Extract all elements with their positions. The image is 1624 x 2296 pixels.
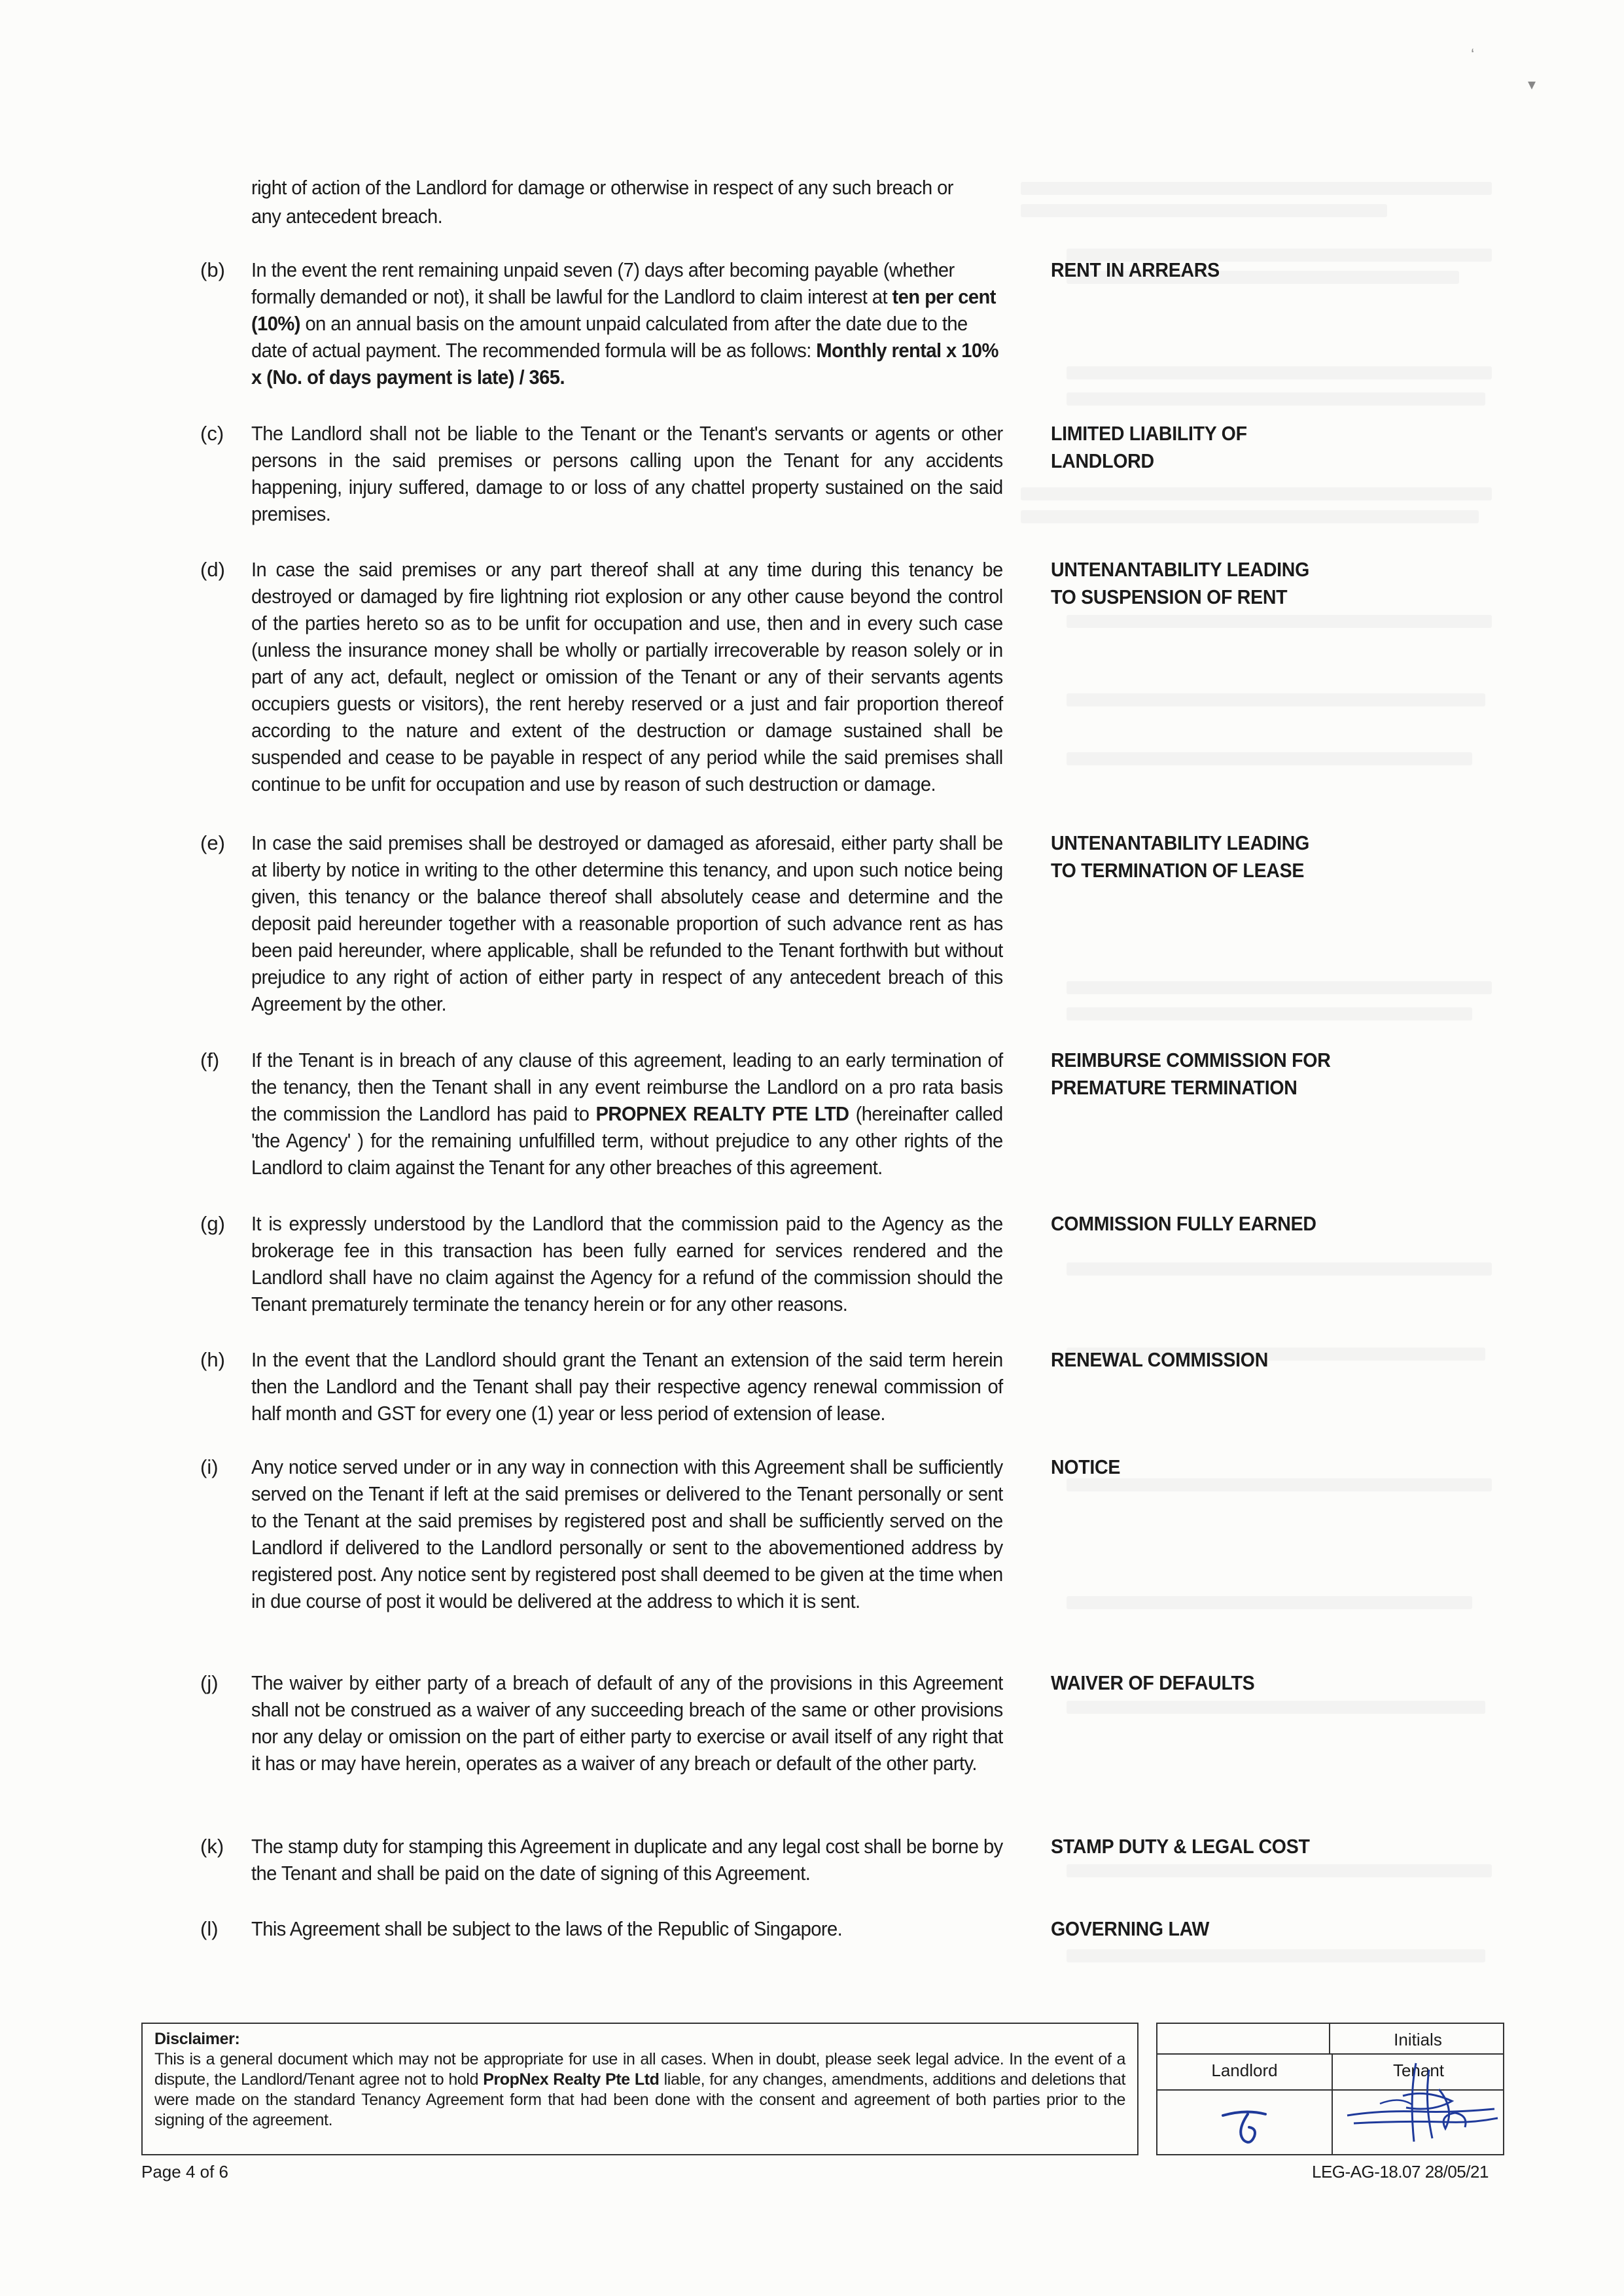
clause-heading: COMMISSION FULLY EARNED (1051, 1212, 1316, 1235)
clause-text: It is expressly understood by the Landlord that the commission paid to the Agency as the brokerage fee in this transaction has been fully earned for services rendered and the Landlord shall have no claim against the Agency for a refund of the commission should the Tenant prematurely terminate the tenancy herein or for any other reasons. (251, 1212, 1003, 1315)
clause-letter: (i) (200, 1455, 219, 1478)
clause-text: In the event the rent remaining unpaid seven (7) days after becoming payable (whether formally demanded or not), it shall be lawful for the Landlord to claim interest at ten per cent (10%) on an annual basis on the amount unpaid calculated from after the date due to the date of actual payment. The recommended formula will be as follows: Monthly rental x 10% x (No. of days payment is late) / 365. (251, 258, 998, 389)
clause-text: The waiver by either party of a breach of default of any of the provisions in this Agreement shall not be construed as a waiver of any succeeding breach of the same or other provisions nor any delay or omission on the part of either party to exercise or avail itself of any right that it has or may have herein, operates as a waiver of any breach or default of the other party. (251, 1671, 1003, 1775)
scan-mark: ▾ (1528, 76, 1536, 94)
initials-title: Initials (1394, 2030, 1442, 2049)
clause-heading: REIMBURSE COMMISSION FOR PREMATURE TERMINATION (1051, 1049, 1331, 1099)
clause-text: In case the said premises or any part thereof shall at any time during this tenancy be destroyed or damaged by fire lightning riot explosion or any other cause beyond the control of the parties hereto so as to be unfit for occupation and use, then and in every such case (unless the insurance money shall be wholly or partially irrecoverable by reason solely or in part of any act, default, neglect or omission of the Tenant or any of their servants agents occupiers guests or visitors), the rent hereby reserved or a just and fair proportion thereof according to the nature and extent of the destruction or damage sustained shall be suspended and cease to be payable in respect of any period while the said premises shall continue to be unfit for occupation and use by reason of such destruction or damage. (251, 558, 1003, 795)
clause-heading: RENT IN ARREARS (1051, 258, 1220, 281)
landlord-signature (1210, 2096, 1282, 2155)
clause-text: The Landlord shall not be liable to the Tenant or the Tenant's servants or agents or other persons in the said premises or persons calling upon the Tenant for any accidents happening, injury suffered, damage to or loss of any chattel property sustained on the said premises. (251, 422, 1003, 525)
clause-letter: (d) (200, 558, 225, 581)
clause-heading: UNTENANTABILITY LEADING TO SUSPENSION OF RENT (1051, 558, 1310, 608)
disclaimer-text: This is a general document which may not be appropriate for use in all cases. When in doubt, please seek legal advice. In the event of a dispute, the Landlord/Tenant agree not to hold PropNex Realty Pte Ltd liable, for any changes, amendments, additions and deletions that were made on the standard Tenancy Agreement form that had been done with the consent and agreement of both parties prior to the signing of the agreement. (154, 2050, 1125, 2129)
clause-text: The stamp duty for stamping this Agreement in duplicate and any legal cost shall be borne by the Tenant and shall be paid on the date of signing of this Agreement. (251, 1835, 1003, 1885)
clause-letter: (c) (200, 422, 224, 445)
clause-letter: (b) (200, 258, 225, 281)
clause-heading: WAIVER OF DEFAULTS (1051, 1671, 1255, 1694)
clause-text: In case the said premises shall be destroyed or damaged as aforesaid, either party shall be at liberty by notice in writing to the other determine this tenancy, and upon such notice being given, this tenancy or the balance thereof shall absolutely cease and determine and the deposit paid hereunder together with a reasonable proportion of such advance rent as has been paid hereunder, where applicable, shall be refunded to the Tenant forthwith but without prejudice to any right of action of either party in respect of any antecedent breach of this Agreement by the other. (251, 831, 1003, 1015)
clause-letter: (h) (200, 1348, 225, 1371)
clause-letter: (k) (200, 1835, 224, 1858)
clause-heading: LIMITED LIABILITY OF LANDLORD (1051, 422, 1247, 472)
clause-letter: (j) (200, 1671, 219, 1694)
page-number: Page 4 of 6 (141, 2162, 228, 2182)
intro-continuation: right of action of the Landlord for damage or otherwise in respect of any such breach or any antecedent breach. (251, 176, 953, 228)
disclaimer-box (141, 2023, 1139, 2155)
tenant-signature (1341, 2050, 1504, 2155)
clause-heading: GOVERNING LAW (1051, 1917, 1210, 1940)
landlord-label: Landlord (1211, 2061, 1278, 2080)
document-code: LEG-AG-18.07 28/05/21 (1312, 2162, 1489, 2182)
initials-box (1156, 2023, 1504, 2155)
clause-text: Any notice served under or in any way in connection with this Agreement shall be sufficiently served on the Tenant if left at the said premises or delivered to the Tenant personally or sent to the Tenant at the said premises by registered post and shall be sufficiently served on the Landlord if delivered to the Landlord personally or sent to the abovementioned address by registered post. Any notice sent by registered post shall deemed to be given at the time when in due course of post it would be delivered at the address to which it is sent. (251, 1455, 1003, 1612)
disclaimer-title: Disclaimer: (154, 2030, 240, 2048)
clause-text: In the event that the Landlord should grant the Tenant an extension of the said term herein then the Landlord and the Tenant shall pay their respective agency renewal commission of half month and GST for every one (1) year or less period of extension of lease. (251, 1348, 1003, 1425)
clause-letter: (e) (200, 831, 225, 854)
clause-text: If the Tenant is in breach of any clause of this agreement, leading to an early termination of the tenancy, then the Tenant shall in any event reimburse the Landlord on a pro rata basis the commission the Landlord has paid to PROPNEX REALTY PTE LTD (hereinafter called 'the Agency' ) for the remaining unfulfilled term, without prejudice to any other rights of the Landlord to claim against the Tenant for any other breaches of this agreement. (251, 1049, 1003, 1179)
clause-letter: (l) (200, 1917, 219, 1940)
clause-heading: RENEWAL COMMISSION (1051, 1348, 1269, 1371)
clause-letter: (f) (200, 1049, 220, 1071)
clause-heading: STAMP DUTY & LEGAL COST (1051, 1835, 1310, 1858)
initials-corner (1157, 2024, 1330, 2053)
clause-letter: (g) (200, 1212, 225, 1235)
clause-heading: NOTICE (1051, 1455, 1121, 1478)
clause-heading: UNTENANTABILITY LEADING TO TERMINATION OF LEASE (1051, 831, 1310, 882)
clause-text: This Agreement shall be subject to the laws of the Republic of Singapore. (251, 1917, 843, 1940)
tenant-label: Tenant (1392, 2061, 1445, 2080)
scan-mark: ‘ (1471, 46, 1475, 63)
